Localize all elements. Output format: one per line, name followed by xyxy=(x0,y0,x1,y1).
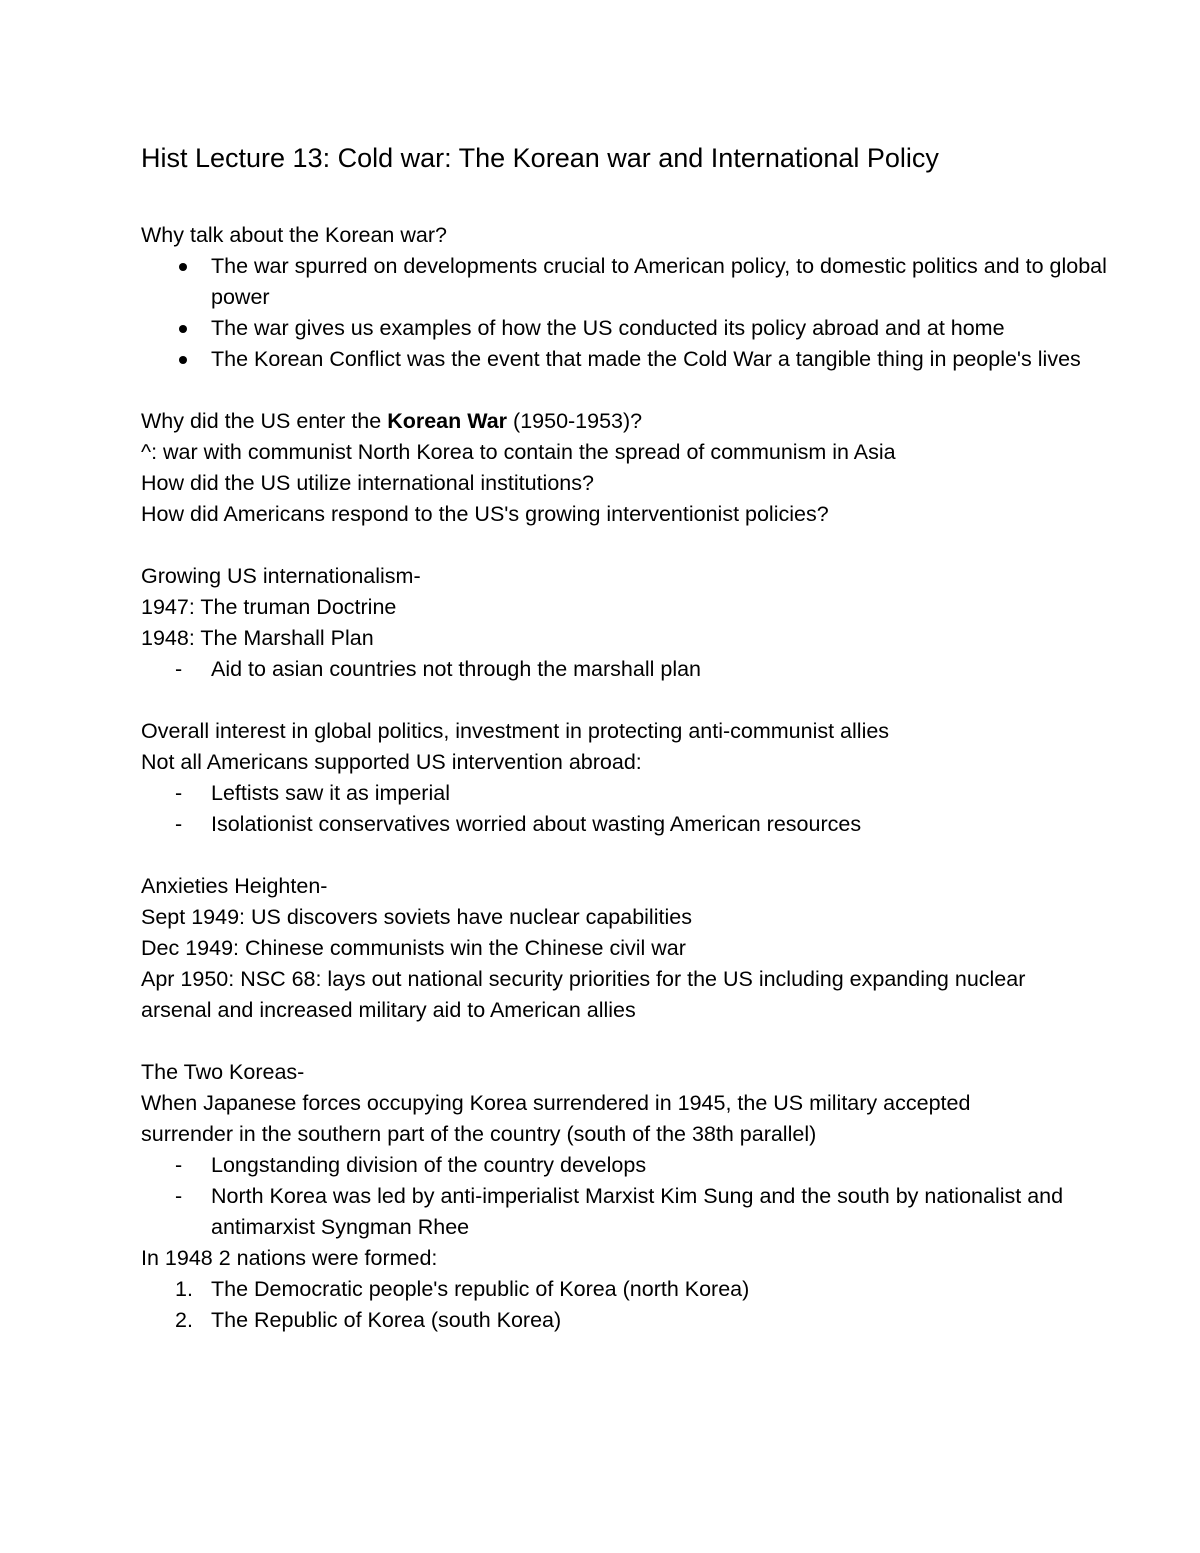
list-item: - Aid to asian countries not through the marshall plan xyxy=(141,654,1121,685)
body-line: Not all Americans supported US intervention abroad: xyxy=(141,750,642,774)
internationalism-list xyxy=(141,654,1200,685)
question-bold-term: Korean War xyxy=(387,409,508,433)
question-response: How did Americans respond to the US's growing interventionist policies? xyxy=(141,502,829,526)
question-text: Why did the US enter the xyxy=(141,409,388,433)
list-number: 2. xyxy=(175,1308,193,1332)
question-enter-war xyxy=(141,406,1200,437)
why-talk-question: Why talk about the Korean war? xyxy=(141,223,447,247)
opposition-list xyxy=(141,778,1200,840)
list-item: - Leftists saw it as imperial xyxy=(141,778,1121,809)
spacer xyxy=(141,685,1200,716)
list-item: - North Korea was led by anti-imperialist Marxist Kim Sung and the south by nationalist and antimarxist Syngman Rhee xyxy=(141,1181,1121,1243)
spacer xyxy=(141,840,1200,871)
timeline-line: Dec 1949: Chinese communists win the Chinese civil war xyxy=(141,936,686,960)
list-item: The war spurred on developments crucial to American policy, to domestic politics and to global power xyxy=(141,251,1121,313)
spacer xyxy=(141,176,1200,220)
section-heading: Growing US internationalism- xyxy=(141,564,421,588)
question-institutions: How did the US utilize international institutions? xyxy=(141,471,594,495)
why-talk-list xyxy=(141,251,1200,375)
section-heading: The Two Koreas- xyxy=(141,1060,305,1084)
list-item xyxy=(141,1305,1121,1336)
body-line: Overall interest in global politics, investment in protecting anti-communist allies xyxy=(141,719,890,743)
list-number: 1. xyxy=(175,1277,193,1301)
body-paragraph: When Japanese forces occupying Korea surrendered in 1945, the US military accepted surrender in the southern part of the country (south of the 38th parallel) xyxy=(141,1091,971,1146)
body-line: In 1948 2 nations were formed: xyxy=(141,1246,438,1270)
list-item: The war gives us examples of how the US conducted its policy abroad and at home xyxy=(141,313,1121,344)
spacer xyxy=(141,375,1200,406)
list-text: The Republic of Korea (south Korea) xyxy=(211,1308,562,1332)
list-item: - Longstanding division of the country develops xyxy=(141,1150,1121,1181)
nations-list xyxy=(141,1274,1200,1336)
list-item: The Korean Conflict was the event that made the Cold War a tangible thing in people's lives xyxy=(141,344,1121,375)
question-text: (1950-1953)? xyxy=(507,409,643,433)
document-body xyxy=(141,220,1200,1336)
koreas-list xyxy=(141,1150,1200,1243)
timeline-line: Sept 1949: US discovers soviets have nuclear capabilities xyxy=(141,905,692,929)
timeline-line: 1948: The Marshall Plan xyxy=(141,626,374,650)
page-title: Hist Lecture 13: Cold war: The Korean war and International Policy xyxy=(141,143,939,173)
spacer xyxy=(141,1026,1200,1057)
answer-line: ^: war with communist North Korea to contain the spread of communism in Asia xyxy=(141,440,896,464)
timeline-line: Apr 1950: NSC 68: lays out national security priorities for the US including expanding nuclear arsenal and increased military aid to American allies xyxy=(141,967,1026,1022)
list-item xyxy=(141,1274,1121,1305)
list-text: The Democratic people's republic of Korea (north Korea) xyxy=(211,1277,750,1301)
spacer xyxy=(141,530,1200,561)
list-item: - Isolationist conservatives worried about wasting American resources xyxy=(141,809,1121,840)
timeline-line: 1947: The truman Doctrine xyxy=(141,595,397,619)
section-heading: Anxieties Heighten- xyxy=(141,874,328,898)
